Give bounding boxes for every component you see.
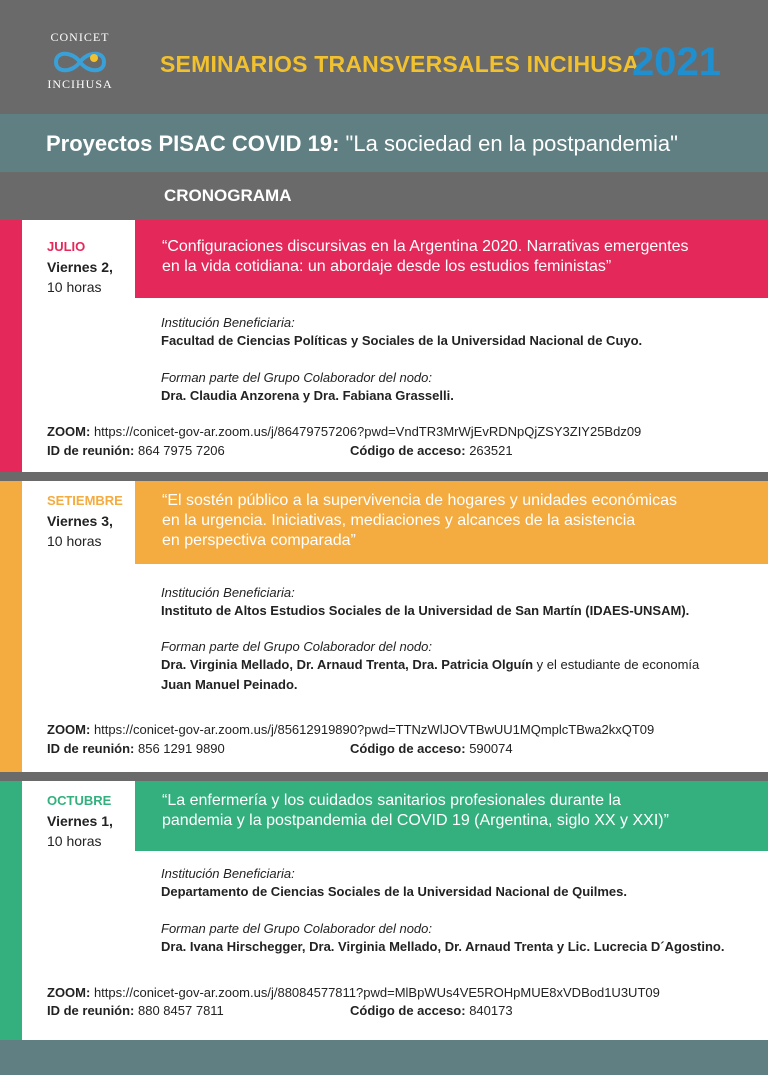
title-year: 2021 xyxy=(632,40,721,84)
footer-band xyxy=(0,1040,768,1075)
zoom-label: ZOOM: xyxy=(47,985,91,1000)
session-hour: 10 horas xyxy=(47,279,102,295)
zoom-link[interactable] xyxy=(47,722,654,737)
access-code-label: Código de acceso: xyxy=(350,443,466,458)
group-members: Dra. Ivana Hirschegger, Dra. Virginia Mellado, Dr. Arnaud Trenta y Lic. Lucrecia D´Agostino. xyxy=(161,939,725,954)
quote-line: en perspectiva comparada” xyxy=(162,532,356,549)
zoom-url[interactable]: https://conicet-gov-ar.zoom.us/j/86479757206?pwd=VndTR3MrWjEvRDNpQjZSY3ZIY25Bdz09 xyxy=(90,424,642,439)
session-color-bar xyxy=(0,481,22,772)
institution-label: Institución Beneficiaria: xyxy=(161,866,295,881)
access-code-value: 590074 xyxy=(465,741,513,756)
institution-name: Departamento de Ciencias Sociales de la Universidad Nacional de Quilmes. xyxy=(161,884,628,899)
institution-label: Institución Beneficiaria: xyxy=(161,585,295,600)
quote-line: “Configuraciones discursivas en la Argentina 2020. Narrativas emergentes xyxy=(162,238,689,255)
quote-line: en la urgencia. Iniciativas, mediaciones y alcances de la asistencia xyxy=(162,512,636,529)
schedule-label: CRONOGRAMA xyxy=(164,186,292,205)
access-code-value: 840173 xyxy=(465,1003,513,1018)
zoom-label: ZOOM: xyxy=(47,424,91,439)
logo-top-text: CONICET xyxy=(50,30,110,44)
session-day: Viernes 2, xyxy=(47,259,113,275)
project-banner xyxy=(0,114,768,172)
page-title: SEMINARIOS TRANSVERSALES INCIHUSA xyxy=(160,51,640,77)
group-members-normal: y el estudiante de economía xyxy=(533,657,700,672)
group-label: Forman parte del Grupo Colaborador del nodo: xyxy=(161,921,432,936)
access-code-label: Código de acceso: xyxy=(350,741,466,756)
group-label: Forman parte del Grupo Colaborador del nodo: xyxy=(161,370,432,385)
meeting-id-value: 864 7975 7206 xyxy=(134,443,225,458)
session-day: Viernes 3, xyxy=(47,513,113,529)
institution-name: Instituto de Altos Estudios Sociales de la Universidad de San Martín (IDAES-UNSAM). xyxy=(161,603,690,618)
schedule-heading xyxy=(0,172,768,220)
session-quote xyxy=(135,481,768,564)
session-setiembre xyxy=(0,481,768,772)
conicet-logo xyxy=(44,30,116,92)
group-label: Forman parte del Grupo Colaborador del nodo: xyxy=(161,639,432,654)
access-code-value: 263521 xyxy=(465,443,513,458)
session-color-bar xyxy=(0,781,22,1040)
logo-bottom-text: INCIHUSA xyxy=(47,77,113,91)
zoom-url[interactable]: https://conicet-gov-ar.zoom.us/j/85612919890?pwd=TTNzWlJOVTBwUU1MQmplcTBwa2kxQT09 xyxy=(90,722,655,737)
group-members: Dra. Claudia Anzorena y Dra. Fabiana Grasselli. xyxy=(161,388,454,403)
access-code xyxy=(350,741,513,756)
zoom-link[interactable] xyxy=(47,985,660,1000)
infinity-sun-icon xyxy=(50,49,110,75)
divider xyxy=(0,772,768,781)
group-members-line2: Juan Manuel Peinado. xyxy=(161,677,298,692)
institution-label: Institución Beneficiaria: xyxy=(161,315,295,330)
access-code xyxy=(350,1003,513,1018)
access-code-label: Código de acceso: xyxy=(350,1003,466,1018)
session-day: Viernes 1, xyxy=(47,813,113,829)
session-quote xyxy=(135,220,768,298)
quote-line: “El sostén público a la supervivencia de hogares y unidades económicas xyxy=(162,492,677,509)
session-quote xyxy=(135,781,768,851)
zoom-link[interactable] xyxy=(47,424,641,439)
group-members-bold: Dra. Virginia Mellado, Dr. Arnaud Trenta, Dra. Patricia Olguín xyxy=(161,657,534,672)
meeting-id-value: 880 8457 7811 xyxy=(134,1003,224,1018)
session-color-bar xyxy=(0,220,22,472)
session-octubre xyxy=(0,781,768,1040)
project-title-rest: "La sociedad en la postpandemia" xyxy=(339,131,678,156)
quote-line: en la vida cotidiana: un abordaje desde los estudios feministas” xyxy=(162,258,612,275)
meeting-id xyxy=(47,741,225,756)
quote-line: “La enfermería y los cuidados sanitarios profesionales durante la xyxy=(162,792,621,809)
zoom-label: ZOOM: xyxy=(47,722,91,737)
divider xyxy=(0,472,768,481)
session-julio xyxy=(0,220,768,472)
meeting-id-value: 856 1291 9890 xyxy=(134,741,225,756)
session-month: OCTUBRE xyxy=(47,793,112,808)
quote-line: pandemia y la postpandemia del COVID 19 (Argentina, siglo XX y XXI)” xyxy=(162,812,669,829)
group-members xyxy=(161,657,699,672)
session-month: JULIO xyxy=(47,239,86,254)
meeting-id xyxy=(47,1003,224,1018)
session-hour: 10 horas xyxy=(47,833,102,849)
meeting-id-label: ID de reunión: xyxy=(47,443,135,458)
header xyxy=(0,0,768,114)
meeting-id-label: ID de reunión: xyxy=(47,1003,135,1018)
access-code xyxy=(350,443,513,458)
meeting-id xyxy=(47,443,225,458)
institution-name: Facultad de Ciencias Políticas y Sociales de la Universidad Nacional de Cuyo. xyxy=(161,333,643,348)
session-month: SETIEMBRE xyxy=(47,493,123,508)
zoom-url[interactable]: https://conicet-gov-ar.zoom.us/j/88084577811?pwd=MlBpWUs4VE5ROHpMUE8xVDBod1U3UT09 xyxy=(90,985,660,1000)
project-title xyxy=(46,131,678,157)
project-title-bold: Proyectos PISAC COVID 19: xyxy=(46,131,340,156)
meeting-id-label: ID de reunión: xyxy=(47,741,135,756)
session-hour: 10 horas xyxy=(47,533,102,549)
